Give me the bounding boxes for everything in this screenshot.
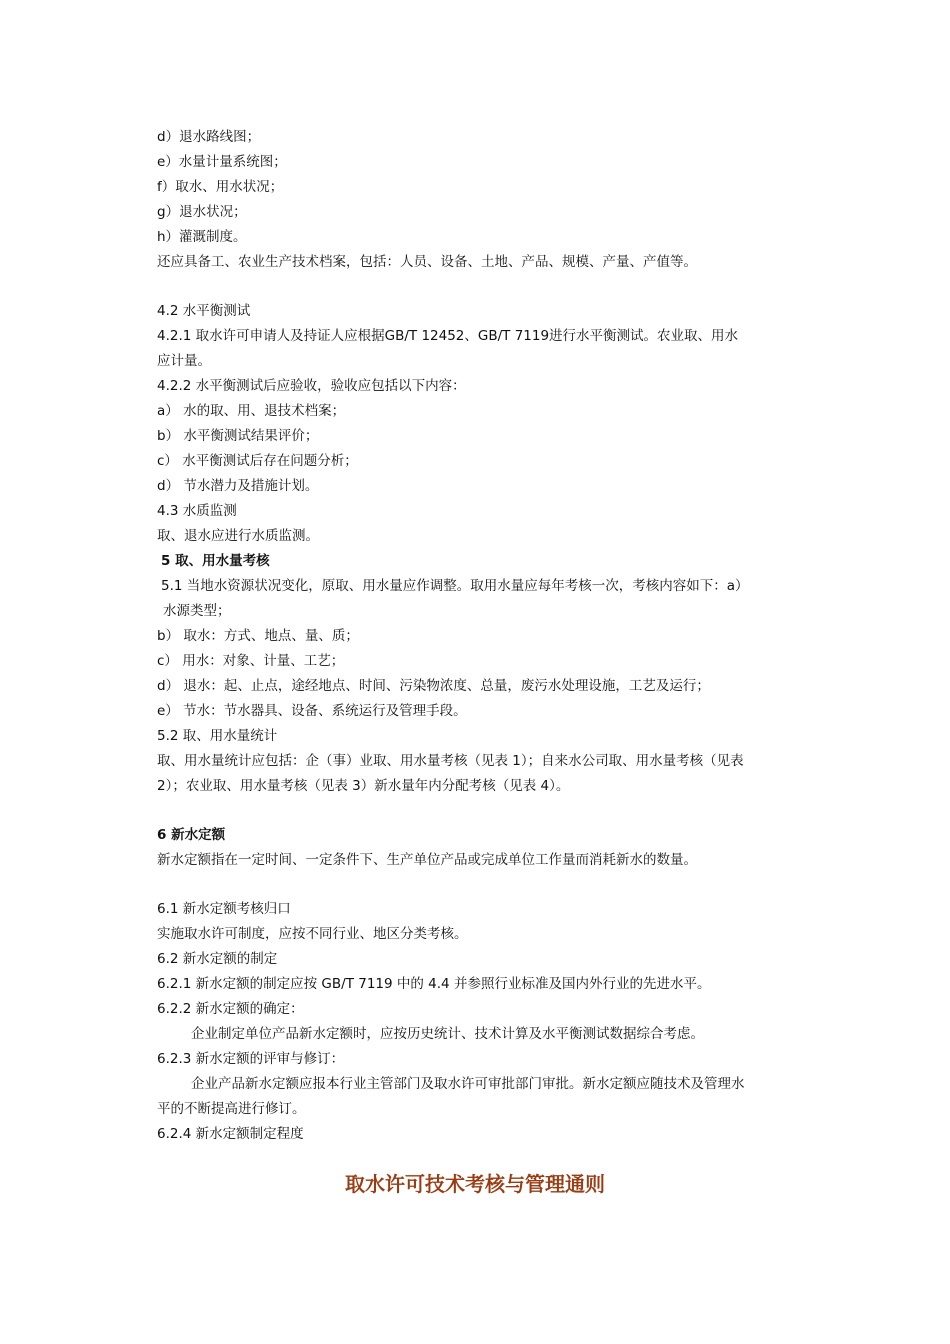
list-item-d-drain: d） 退水：起、止点，途经地点、时间、污染物浓度、总量，废污水处理设施，工艺及运行； — [157, 678, 710, 694]
list-item-h-irrigation: h）灌溉制度。 — [157, 229, 247, 245]
clause-6-2-4: 6.2.4 新水定额制定程度 — [157, 1126, 304, 1142]
list-item-d: d） 节水潜力及措施计划。 — [157, 478, 319, 494]
paragraph-statistics-cont: 2）；农业取、用水量考核（见表 3）新水量年内分配考核（见表 4）。 — [157, 778, 570, 794]
section-heading-6-1: 6.1 新水定额考核归口 — [157, 901, 291, 917]
section-heading-4-2: 4.2 水平衡测试 — [157, 303, 251, 319]
list-item-g-drain-status: g）退水状况； — [157, 204, 247, 220]
document-footer-title: 取水许可技术考核与管理通则 — [345, 1172, 605, 1196]
list-item-e-metering-diagram: e）水量计量系统图； — [157, 154, 287, 170]
clause-6-2-3: 6.2.3 新水定额的评审与修订： — [157, 1051, 345, 1067]
list-item-a: a） 水的取、用、退技术档案； — [157, 403, 346, 419]
paragraph-archives: 还应具备工、农业生产技术档案，包括：人员、设备、土地、产品、规模、产量、产值等。 — [157, 254, 697, 270]
paragraph-quota-definition: 新水定额指在一定时间、一定条件下、生产单位产品或完成单位工作量而消耗新水的数量。 — [157, 852, 697, 868]
section-heading-5-2: 5.2 取、用水量统计 — [157, 728, 278, 744]
clause-5-1-cont: 水源类型； — [163, 603, 231, 619]
section-heading-6-2: 6.2 新水定额的制定 — [157, 951, 278, 967]
paragraph-6-1: 实施取水许可制度，应按不同行业、地区分类考核。 — [157, 926, 468, 942]
paragraph-6-2-2: 企业制定单位产品新水定额时，应按历史统计、技术计算及水平衡测试数据综合考虑。 — [191, 1026, 704, 1042]
list-item-d-drain-route: d）退水路线图； — [157, 129, 261, 145]
list-item-b-intake: b） 取水：方式、地点、量、质； — [157, 628, 359, 644]
list-item-b: b） 水平衡测试结果评价； — [157, 428, 319, 444]
paragraph-water-quality: 取、退水应进行水质监测。 — [157, 528, 319, 544]
paragraph-6-2-3: 企业产品新水定额应报本行业主管部门及取水许可审批部门审批。新水定额应随技术及管理水 — [191, 1076, 745, 1092]
clause-6-2-2: 6.2.2 新水定额的确定： — [157, 1001, 304, 1017]
list-item-f-intake-use: f）取水、用水状况； — [157, 179, 284, 195]
list-item-e-saving: e） 节水：节水器具、设备、系统运行及管理手段。 — [157, 703, 467, 719]
list-item-c-use: c） 用水：对象、计量、工艺； — [157, 653, 345, 669]
chapter-heading-6: 6 新水定额 — [157, 827, 226, 843]
clause-4-2-1: 4.2.1 取水许可申请人及持证人应根据GB/T 12452、GB/T 7119进行水平衡测试。农业取、用水 — [157, 328, 739, 344]
clause-5-1: 5.1 当地水资源状况变化，原取、用水量应作调整。取用水量应每年考核一次，考核内容如下：a） — [161, 578, 749, 594]
clause-4-2-2: 4.2.2 水平衡测试后应验收，验收应包括以下内容： — [157, 378, 466, 394]
clause-6-2-1: 6.2.1 新水定额的制定应按 GB/T 7119 中的 4.4 并参照行业标准及国内外行业的先进水平。 — [157, 976, 711, 992]
paragraph-statistics: 取、用水量统计应包括：企（事）业取、用水量考核（见表 1）；自来水公司取、用水量考核（见表 — [157, 753, 744, 769]
list-item-c: c） 水平衡测试后存在问题分析； — [157, 453, 358, 469]
section-heading-4-3: 4.3 水质监测 — [157, 503, 237, 519]
chapter-heading-5: 5 取、用水量考核 — [161, 553, 270, 569]
clause-4-2-1-cont: 应计量。 — [157, 353, 211, 369]
paragraph-6-2-3-cont: 平的不断提高进行修订。 — [157, 1101, 306, 1117]
